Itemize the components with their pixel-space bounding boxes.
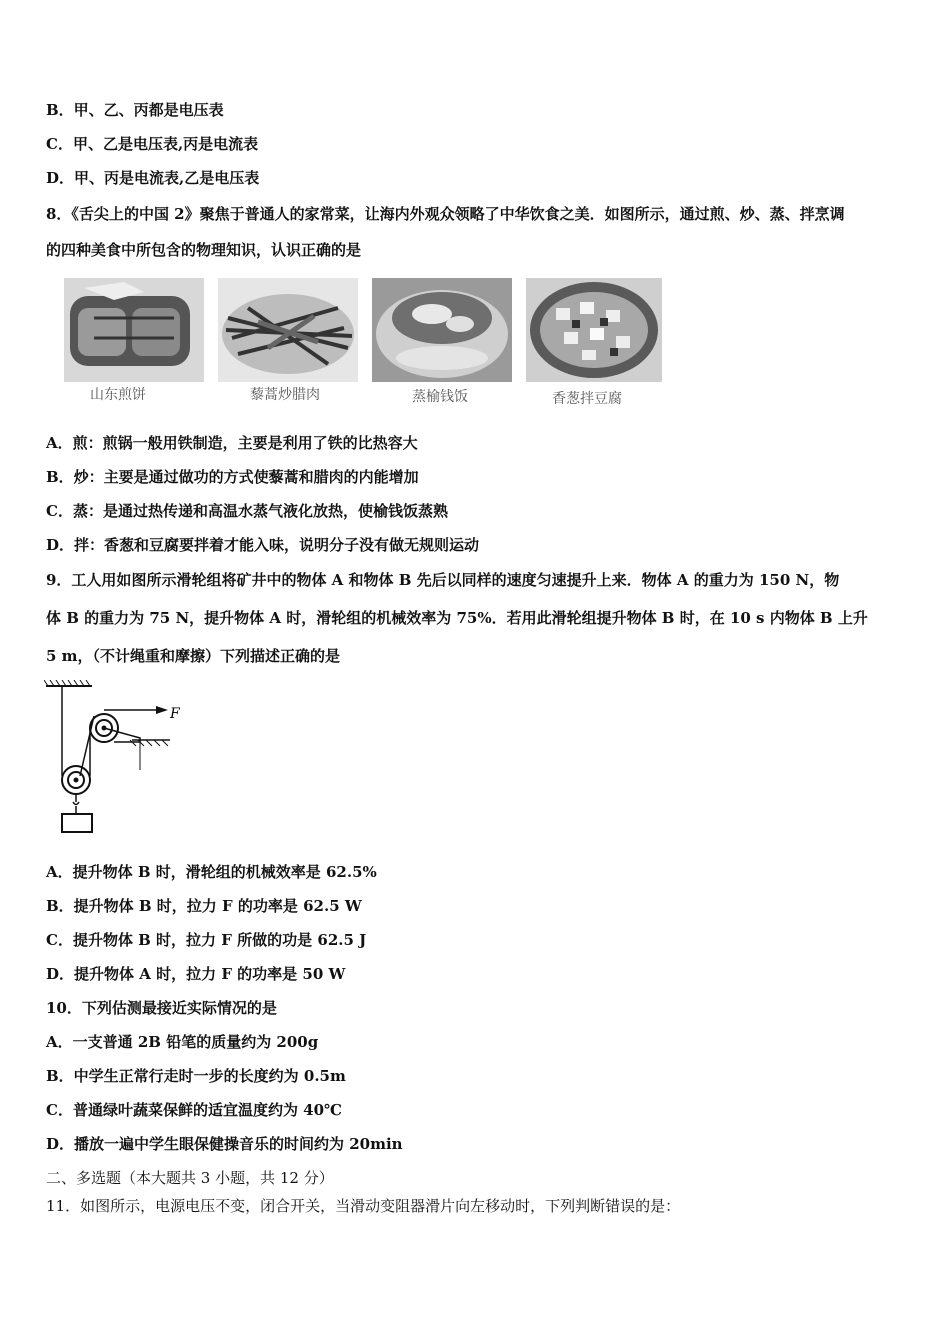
yuqian-image bbox=[372, 278, 512, 382]
q8-option-b: B．炒：主要是通过做功的方式使藜蒿和腊肉的内能增加 bbox=[46, 468, 419, 486]
q10-option-a: A．一支普通 2B 铅笔的质量约为 200g bbox=[46, 1033, 319, 1051]
q9-option-a: A．提升物体 B 时，滑轮组的机械效率是 62.5% bbox=[46, 863, 377, 881]
q9-stem-line1: 9．工人用如图所示滑轮组将矿井中的物体 A 和物体 B 先后以同样的速度匀速提升上来．物体 A 的重力为 150 N，物 bbox=[46, 571, 840, 589]
q7-option-d: D．甲、丙是电流表,乙是电压表 bbox=[46, 169, 260, 187]
q8-food-photos bbox=[64, 278, 664, 412]
caption-laroui: 藜蒿炒腊肉 bbox=[250, 387, 320, 403]
q9-stem-line3: 5 m，（不计绳重和摩擦）下列描述正确的是 bbox=[46, 647, 341, 665]
q10-option-c: C．普通绿叶蔬菜保鲜的适宜温度约为 40℃ bbox=[46, 1101, 343, 1119]
q7-option-b: B．甲、乙、丙都是电压表 bbox=[46, 101, 224, 119]
q10-stem: 10．下列估测最接近实际情况的是 bbox=[46, 999, 277, 1017]
section-2-heading: 二、多选题（本大题共 3 小题，共 12 分） bbox=[46, 1169, 334, 1187]
laroui-image bbox=[218, 278, 358, 382]
pulley-diagram bbox=[44, 680, 204, 840]
force-label-f: F bbox=[170, 706, 180, 722]
caption-doufu: 香葱拌豆腐 bbox=[552, 391, 622, 407]
q10-option-b: B．中学生正常行走时一步的长度约为 0.5m bbox=[46, 1067, 346, 1085]
q9-option-d: D．提升物体 A 时，拉力 F 的功率是 50 W bbox=[46, 965, 346, 983]
q9-option-c: C．提升物体 B 时，拉力 F 所做的功是 62.5 J bbox=[46, 931, 367, 949]
q8-option-a: A．煎：煎锅一般用铁制造，主要是利用了铁的比热容大 bbox=[46, 434, 418, 452]
q8-option-c: C．蒸：是通过热传递和高温水蒸气液化放热，使榆钱饭蒸熟 bbox=[46, 502, 448, 520]
q7-option-c: C．甲、乙是电压表,丙是电流表 bbox=[46, 135, 259, 153]
jianbing-image bbox=[64, 278, 204, 382]
q10-option-d: D．播放一遍中学生眼保健操音乐的时间约为 20min bbox=[46, 1135, 403, 1153]
q8-option-d: D．拌：香葱和豆腐要拌着才能入味，说明分子没有做无规则运动 bbox=[46, 536, 480, 554]
q8-stem-line2: 的四种美食中所包含的物理知识，认识正确的是 bbox=[46, 241, 362, 259]
q8-stem-line1: 8．《舌尖上的中国 2》聚焦于普通人的家常菜，让海内外观众领略了中华饮食之美．如图所示，通过煎、炒、蒸、拌烹调 bbox=[46, 205, 845, 223]
caption-jianbing: 山东煎饼 bbox=[90, 387, 146, 403]
doufu-image bbox=[526, 278, 662, 382]
caption-yuqian: 蒸榆钱饭 bbox=[412, 389, 468, 405]
q11-stem: 11．如图所示，电源电压不变，闭合开关，当滑动变阻器滑片向左移动时，下列判断错误的是： bbox=[46, 1197, 681, 1215]
q9-option-b: B．提升物体 B 时，拉力 F 的功率是 62.5 W bbox=[46, 897, 362, 915]
q9-stem-line2: 体 B 的重力为 75 N，提升物体 A 时，滑轮组的机械效率为 75%．若用此滑轮组提升物体 B 时，在 10 s 内物体 B 上升 bbox=[46, 609, 868, 627]
